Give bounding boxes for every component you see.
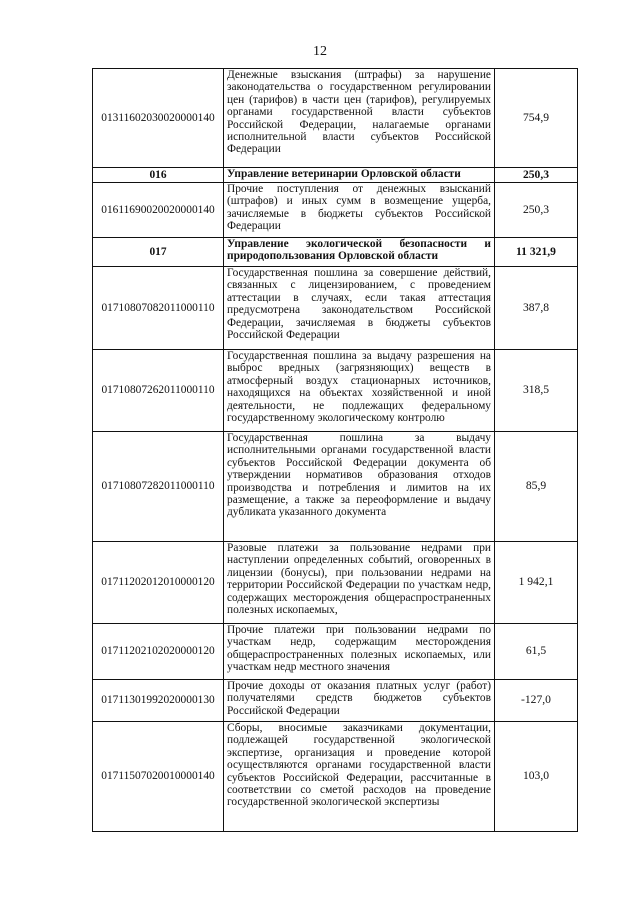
table-row <box>93 267 578 350</box>
revenue-amount: -127,0 <box>495 680 578 722</box>
revenue-description: Прочие платежи при пользовании недрами по участкам недр, содержащим месторождения общераспространенных полезных ископаемых, или участкам недр местного значения <box>224 624 495 680</box>
revenue-amount: 387,8 <box>495 267 578 350</box>
section-row <box>93 238 578 267</box>
revenue-description: Государственная пошлина за совершение действий, связанных с лицензированием, с проведением аттестации в случаях, если такая аттестация предусмотрена законодательством Российской Федерации, зачисляемая в бюджеты субъектов Российской Федерации <box>224 267 495 350</box>
revenue-code: 01711507020010000140 <box>93 722 224 832</box>
revenue-amount: 61,5 <box>495 624 578 680</box>
revenue-description: Сборы, вносимые заказчиками документации, подлежащей государственной экологической экспертизе, организация и проведение которой осуществляются органами государственной власти субъектов Российской Федерации, рассчитанные в соответствии со сметой расходов на проведение государственной экологической экспертизы <box>224 722 495 832</box>
revenue-code: 01710807262011000110 <box>93 350 224 432</box>
table-row <box>93 624 578 680</box>
table-row <box>93 350 578 432</box>
table-row <box>93 183 578 238</box>
table-row <box>93 722 578 832</box>
revenue-description: Прочие доходы от оказания платных услуг (работ) получателями средств бюджетов субъектов Российской Федерации <box>224 680 495 722</box>
page-number: 12 <box>313 44 327 59</box>
table-row <box>93 542 578 624</box>
department-name: Управление экологической безопасности и природопользования Орловской области <box>224 238 495 267</box>
revenue-description: Государственная пошлина за выдачу разрешения на выброс вредных (загрязняющих) веществ в атмосферный воздух стационарных источников, находящихся на объектах хозяйственной и иной деятельности, не подлежащих федеральному государственному экологическому контролю <box>224 350 495 432</box>
revenue-description: Разовые платежи за пользование недрами при наступлении определенных событий, оговоренных в лицензии (бонусы), при пользовании недрами на территории Российской Федерации по участкам недр, содержащих месторождения общераспространенных полезных ископаемых, <box>224 542 495 624</box>
revenue-amount: 318,5 <box>495 350 578 432</box>
revenue-code: 01311602030020000140 <box>93 69 224 168</box>
revenue-amount: 85,9 <box>495 432 578 542</box>
department-total: 11 321,9 <box>495 238 578 267</box>
revenue-code: 01711301992020000130 <box>93 680 224 722</box>
revenue-code: 01710807082011000110 <box>93 267 224 350</box>
revenue-description: Государственная пошлина за выдачу исполнительными органами государственной власти субъектов Российской Федерации документа об утверждении нормативов образования отходов производства и потребления и лимитов на их размещение, а также за переоформление и выдачу дубликата указанного документа <box>224 432 495 542</box>
table-row <box>93 432 578 542</box>
table-row <box>93 69 578 168</box>
department-total: 250,3 <box>495 168 578 183</box>
department-name: Управление ветеринарии Орловской области <box>224 168 495 183</box>
revenue-table <box>92 68 578 832</box>
table-row <box>93 680 578 722</box>
revenue-description: Прочие поступления от денежных взысканий (штрафов) и иных сумм в возмещение ущерба, зачисляемые в бюджеты субъектов Российской Федерации <box>224 183 495 238</box>
revenue-amount: 754,9 <box>495 69 578 168</box>
revenue-amount: 250,3 <box>495 183 578 238</box>
revenue-code: 01611690020020000140 <box>93 183 224 238</box>
revenue-amount: 1 942,1 <box>495 542 578 624</box>
revenue-code: 01710807282011000110 <box>93 432 224 542</box>
department-code: 016 <box>93 168 224 183</box>
revenue-code: 01711202102020000120 <box>93 624 224 680</box>
revenue-amount: 103,0 <box>495 722 578 832</box>
section-row <box>93 168 578 183</box>
revenue-code: 01711202012010000120 <box>93 542 224 624</box>
revenue-description: Денежные взыскания (штрафы) за нарушение законодательства о государственном регулировании цен (тарифов) в части цен (тарифов), регулируемых органами государственной власти субъектов Российской Федерации, налагаемые органами исполнительной власти субъектов Российской Федерации <box>224 69 495 168</box>
department-code: 017 <box>93 238 224 267</box>
